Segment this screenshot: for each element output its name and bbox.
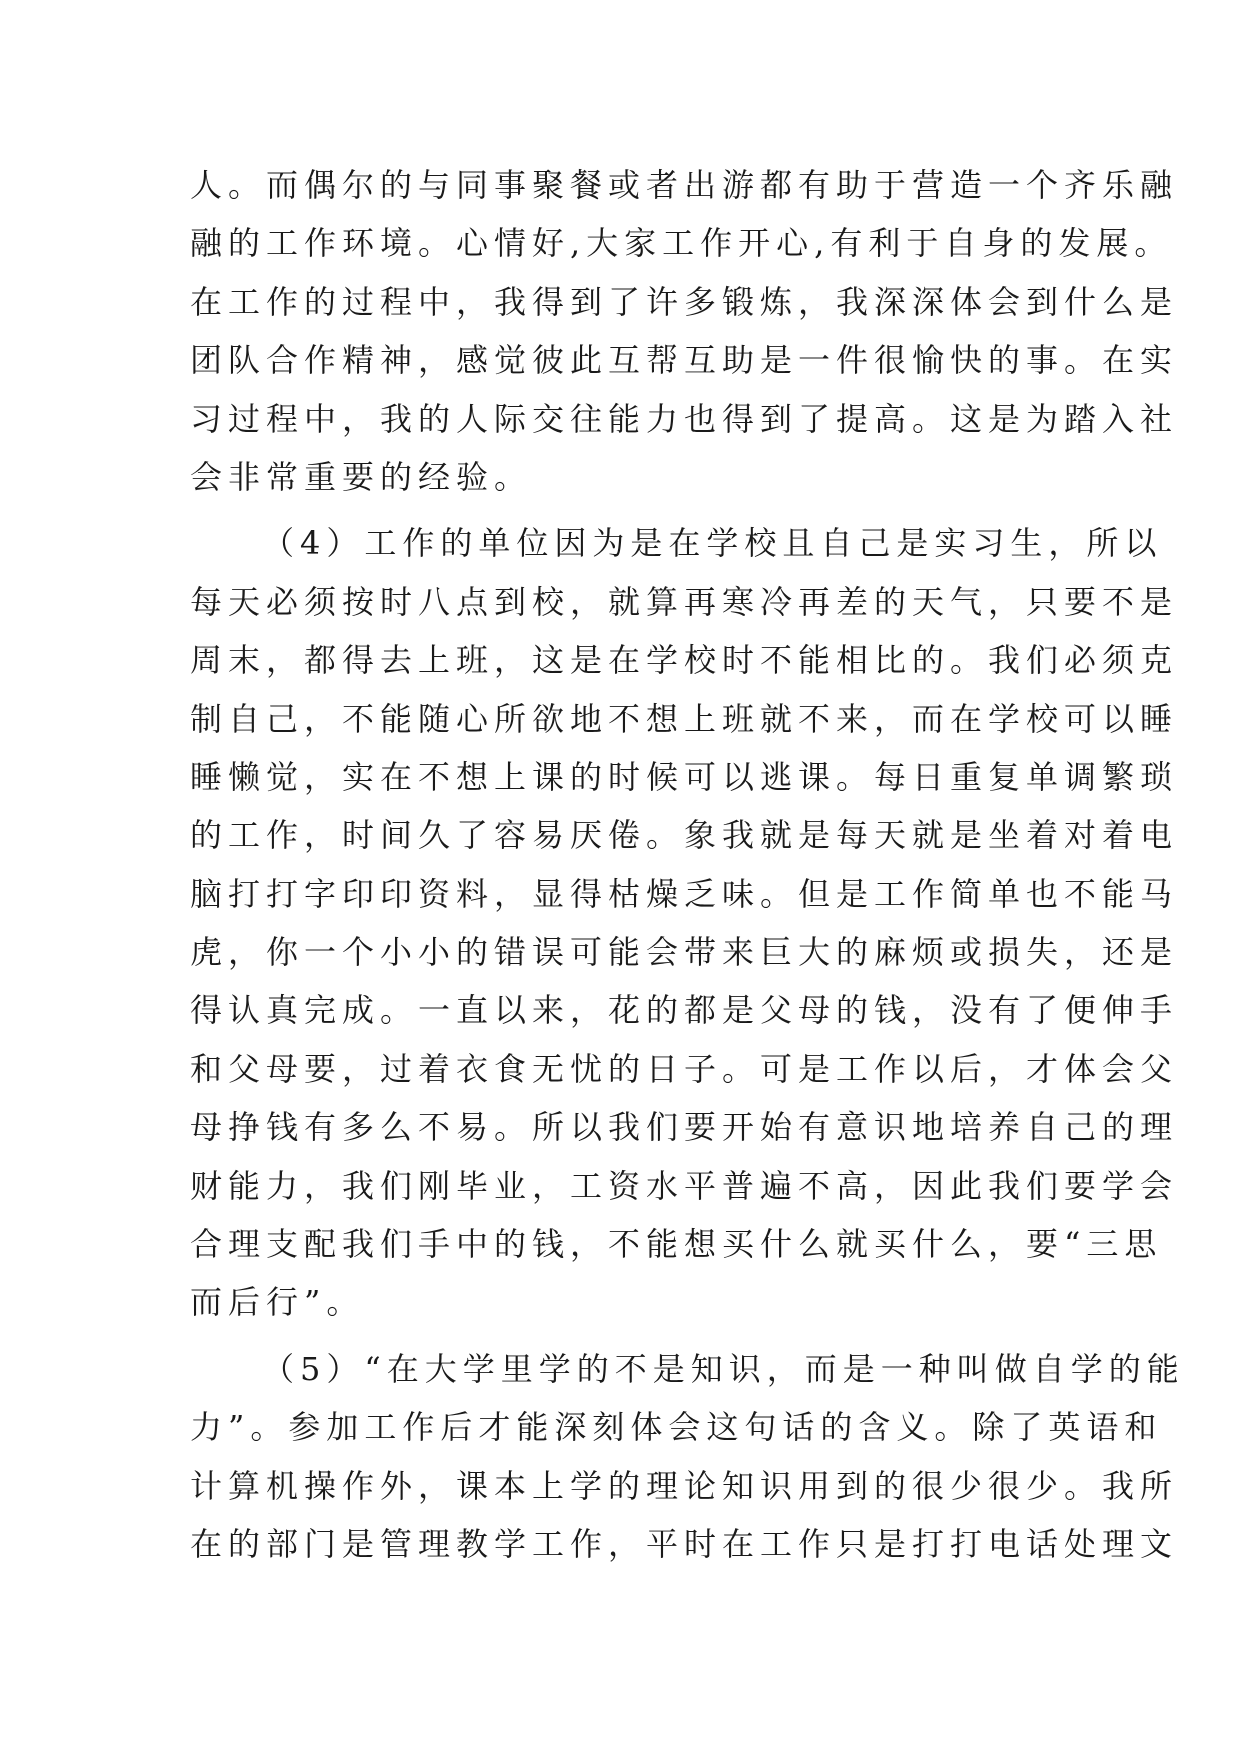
text-line: 团队合作精神，感觉彼此互帮互助是一件很愉快的事。在实 [190,341,1179,380]
text-line: （5）“在大学里学的不是知识，而是一种叫做自学的能 [262,1349,1185,1388]
text-line: 和父母要，过着衣食无忧的日子。可是工作以后，才体会父 [190,1049,1179,1088]
text-line: 习过程中，我的人际交往能力也得到了提高。这是为踏入社 [190,399,1179,438]
text-line: 在工作的过程中，我得到了许多锻炼，我深深体会到什么是 [190,282,1179,321]
text-line: 而后行”。 [190,1283,365,1322]
text-line: 会非常重要的经验。 [190,457,533,496]
text-line: 母挣钱有多么不易。所以我们要开始有意识地培养自己的理 [190,1108,1179,1147]
text-line: 的工作，时间久了容易厌倦。象我就是每天就是坐着对着电 [190,816,1179,855]
text-line: 得认真完成。一直以来，花的都是父母的钱，没有了便伸手 [190,991,1179,1030]
text-line: 融的工作环境。心情好,大家工作开心,有利于自身的发展。 [190,224,1173,263]
body-text [190,156,1185,1573]
text-line: 在的部门是管理教学工作，平时在工作只是打打电话处理文 [190,1524,1179,1563]
text-line: 虎，你一个小小的错误可能会带来巨大的麻烦或损失，还是 [190,933,1179,972]
text-line: 合理支配我们手中的钱，不能想买什么就买什么，要“三思 [190,1225,1163,1264]
text-line: 周末，都得去上班，这是在学校时不能相比的。我们必须克 [190,641,1179,680]
text-line: 力”。参加工作后才能深刻体会这句话的含义。除了英语和 [190,1408,1163,1447]
text-line: 脑打打字印印资料，显得枯燥乏味。但是工作简单也不能马 [190,874,1179,913]
text-line: 制自己，不能随心所欲地不想上班就不来，而在学校可以睡 [190,699,1179,738]
text-line: 人。而偶尔的与同事聚餐或者出游都有助于营造一个齐乐融 [190,166,1179,204]
text-line: 每天必须按时八点到校，就算再寒冷再差的天气，只要不是 [190,582,1179,621]
text-line: 计算机操作外，课本上学的理论知识用到的很少很少。我所 [190,1466,1179,1505]
text-line: 财能力，我们刚毕业，工资水平普遍不高，因此我们要学会 [190,1166,1179,1205]
text-line: 睡懒觉，实在不想上课的时候可以逃课。每日重复单调繁琐 [190,757,1179,796]
text-line: （4）工作的单位因为是在学校且自己是实习生，所以 [262,524,1163,563]
